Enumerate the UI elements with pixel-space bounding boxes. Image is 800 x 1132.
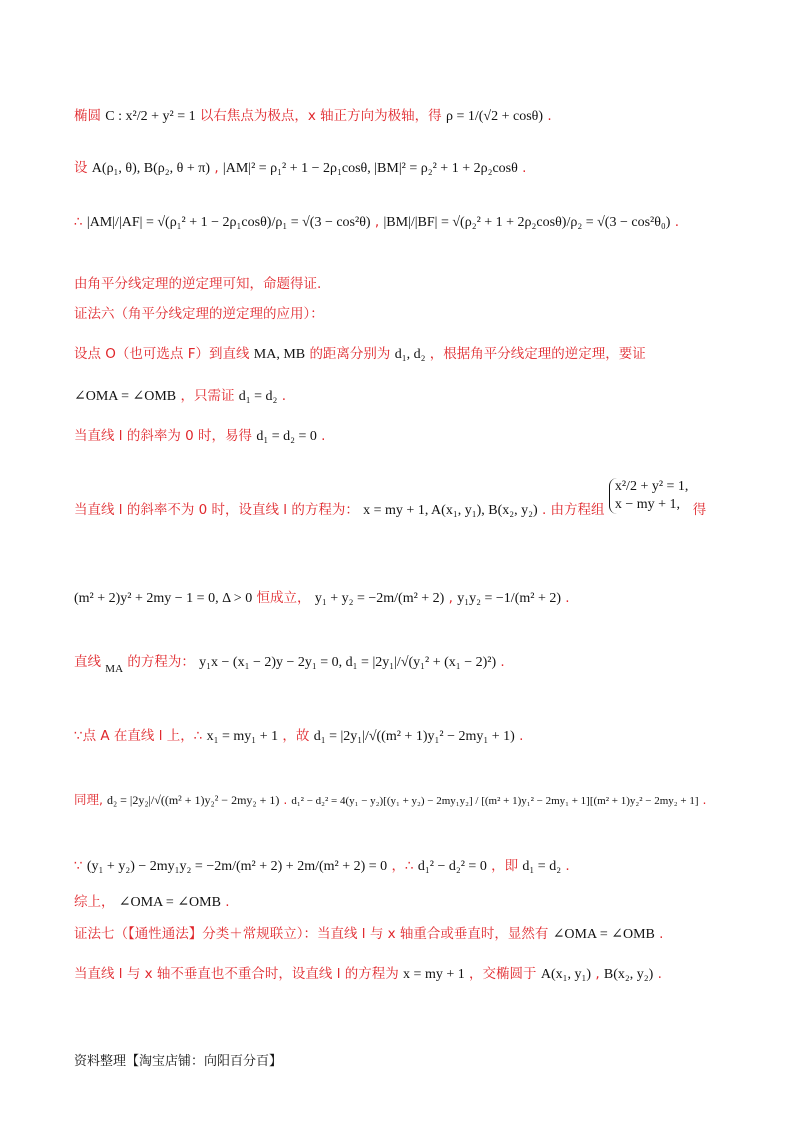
system-eq-1: x²/2 + y² = 1, — [614, 479, 689, 494]
text: 由角平分线定理的逆定理可知，命题得证. — [74, 276, 322, 292]
math-angle: ∠OMA = ∠OMB — [552, 927, 655, 942]
math-point-a: A(x₁, y₁) — [540, 967, 592, 982]
punct: . — [565, 858, 570, 874]
math-ellipse: C : x²/2 + y² = 1 — [105, 109, 196, 124]
math-distances: |AM|² = ρ₁² + 1 − 2ρ₁cosθ, |BM|² = ρ₂² + 1 + 2ρ₂cosθ — [222, 161, 518, 176]
punct: . — [500, 654, 505, 670]
math-x1: x₁ = my₁ + 1 — [206, 729, 279, 744]
text: . 由方程组 — [541, 502, 605, 518]
text: 以右焦点为极点，x 轴正方向为极轴，得 — [199, 108, 442, 124]
text: 综上， — [74, 894, 115, 910]
heading-method-7 — [74, 922, 760, 943]
punct: . — [321, 428, 326, 444]
punct: , — [595, 966, 600, 982]
punct: . — [657, 966, 662, 982]
line-ellipse-polar — [74, 104, 760, 125]
math-polar-eq: ρ = 1/(√2 + cosθ) — [445, 109, 544, 124]
line-because — [74, 854, 760, 875]
math-ratio-b: |BM|/|BF| = √(ρ₂² + 1 + 2ρ₂cosθ)/ρ₂ = √(3 − cos²θ₀) — [383, 215, 671, 230]
line-slope-zero — [74, 424, 760, 445]
punct: , — [448, 590, 453, 606]
text: 当直线 l 与 x 轴不垂直也不重合时，设直线 l 的方程为 — [74, 966, 399, 982]
text: ，∴ — [391, 858, 414, 874]
punct: . — [674, 214, 680, 230]
math-d-diff: d₁² − d₂² = 4(y₁ − y₂)[(y₁ + y₂) − 2my₁y₂] / [(m² + 1)y₁² − 2my₁ + 1][(m² + 1)y₂² − 2my₂ + 1] — [291, 795, 699, 807]
math-diff-zero: d₁² − d₂² = 0 — [417, 859, 487, 874]
punct: . — [225, 894, 230, 910]
text: 得 — [692, 502, 707, 518]
text: 椭圆 — [74, 108, 101, 124]
line-quadratic — [74, 586, 760, 607]
math-d1-sub: d₁ = |2y₁|/√((m² + 1)y₁² − 2my₁ + 1) — [313, 729, 515, 744]
math-d1: y₁x − (x₁ − 2)y − 2y₁ = 0, d₁ = |2y₁|/√(y₁² + (x₁ − 2)²) — [199, 655, 497, 670]
text: ，交椭圆于 — [469, 966, 537, 982]
math-product: y₁y₂ = −1/(m² + 2) — [457, 591, 561, 606]
math-lines: MA, MB — [253, 347, 306, 362]
footer-source: 资料整理【淘宝店铺：向阳百分百】 — [74, 1054, 283, 1069]
text: 设 — [74, 160, 88, 176]
math-angle: ∠OMA = ∠OMB — [118, 895, 221, 910]
text: 设点 O（也可选点 F）到直线 — [74, 346, 250, 362]
punct: , — [374, 214, 380, 230]
punct: . — [547, 108, 552, 124]
math-d-equal: d₁ = d₂ — [238, 389, 278, 404]
equation-system — [609, 478, 689, 514]
line-ma-equation — [74, 650, 760, 675]
math-sum: y₁ + y₂ = −2m/(m² + 2) — [314, 591, 445, 606]
math-angle: ∠OMA = ∠OMB — [74, 389, 177, 404]
punct: . — [702, 792, 707, 807]
math-d2: d₂ = |2y₂|/√((m² + 1)y₂² − 2my₂ + 1) — [106, 793, 280, 807]
math-point-b: B(x₂, y₂) — [603, 967, 654, 982]
line-summary — [74, 890, 760, 911]
line-slope-nonzero — [74, 479, 760, 519]
punct: . — [283, 792, 288, 807]
text: 证法六（角平分线定理的逆定理的应用）： — [74, 306, 324, 322]
math-d-equal: d₁ = d₂ — [522, 859, 562, 874]
punct: . — [565, 590, 570, 606]
math-d: d₁, d₂ — [394, 347, 426, 362]
text: 的距离分别为 — [309, 346, 391, 362]
punct: . — [659, 926, 664, 942]
line-angle-goal — [74, 384, 760, 405]
line-ratio — [74, 214, 760, 231]
because-symbol: ∵ — [74, 858, 83, 874]
math-ma: MA — [105, 663, 124, 675]
line-set-points — [74, 156, 760, 177]
line-similarly — [74, 790, 760, 808]
text: ，即 — [491, 858, 519, 874]
text: 直线 — [74, 654, 101, 670]
text: ，根据角平分线定理的逆定理，要证 — [429, 346, 646, 362]
therefore-symbol: ∴ — [74, 214, 83, 230]
line-set-distance — [74, 342, 760, 363]
heading-method-6 — [74, 302, 760, 322]
text: 当直线 l 的斜率不为 0 时，设直线 l 的方程为： — [74, 502, 359, 518]
text: ∵点 A 在直线 l 上，∴ — [74, 728, 203, 744]
text: 同理, — [74, 792, 103, 807]
text: ，只需证 — [180, 388, 235, 404]
text: 恒成立， — [256, 590, 311, 606]
punct: . — [522, 160, 527, 176]
text: 证法七（【通性通法】分类＋常规联立）：当直线 l 与 x 轴重合或垂直时，显然有 — [74, 926, 549, 942]
math-ratio-a: |AM|/|AF| = √(ρ₁² + 1 − 2ρ₁cosθ)/ρ₁ = √(3 − cos²θ) — [86, 215, 371, 230]
punct: , — [214, 160, 219, 176]
line-method-7-setup — [74, 962, 760, 983]
text: 当直线 l 的斜率为 0 时，易得 — [74, 428, 253, 444]
math-sum-zero: (y₁ + y₂) − 2my₁y₂ = −2m/(m² + 2) + 2m/(m² + 2) = 0 — [86, 859, 388, 874]
line-point-on-line — [74, 724, 760, 745]
math-line-eq: x = my + 1, A(x₁, y₁), B(x₂, y₂) — [363, 503, 538, 518]
math-d-zero: d₁ = d₂ = 0 — [256, 429, 317, 444]
punct: . — [281, 388, 287, 404]
text: ，故 — [282, 728, 310, 744]
line-conclusion-5 — [74, 272, 760, 292]
math-quadratic: (m² + 2)y² + 2my − 1 = 0, Δ > 0 — [74, 591, 253, 606]
system-eq-2: x − my + 1, — [614, 497, 681, 512]
text: 的方程为： — [127, 654, 195, 670]
math-line-eq: x = my + 1 — [403, 967, 465, 982]
punct: . — [519, 728, 524, 744]
math-points: A(ρ₁, θ), B(ρ₂, θ + π) — [91, 161, 211, 176]
